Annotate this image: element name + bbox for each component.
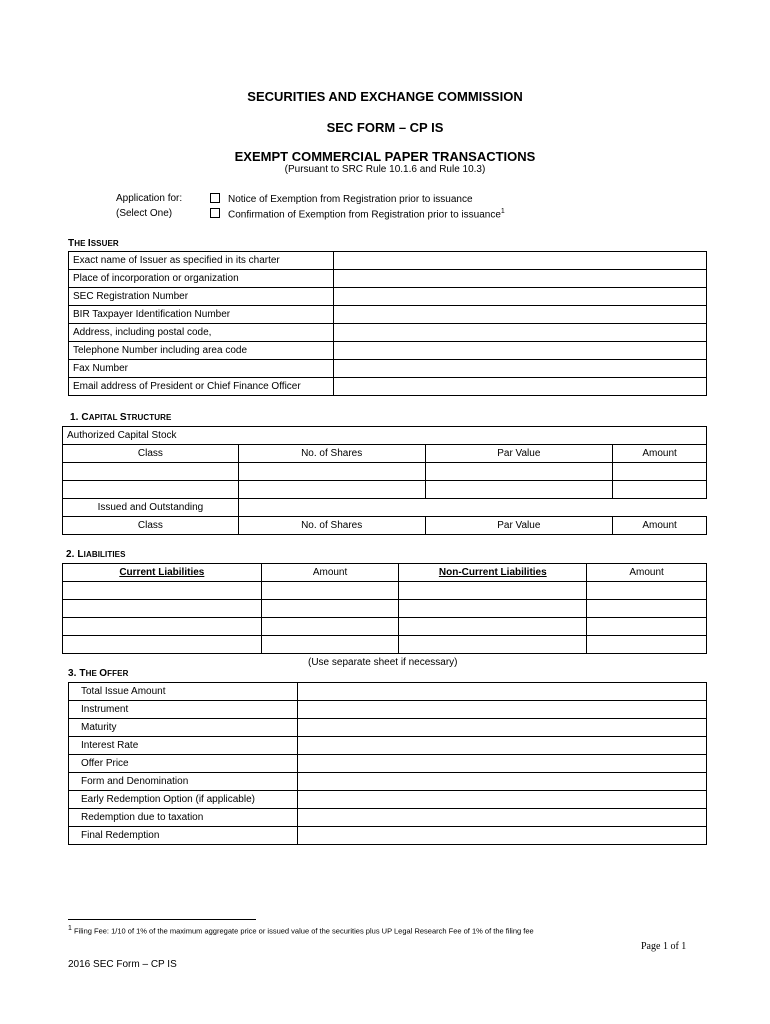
offer-value[interactable] <box>297 773 706 791</box>
issuer-value[interactable] <box>333 252 706 270</box>
table-row <box>63 445 707 463</box>
table-row <box>63 427 707 445</box>
offer-label: Interest Rate <box>69 737 298 755</box>
table-row <box>69 306 707 324</box>
col-noncurrent-liabilities: Non-Current Liabilities <box>399 564 587 582</box>
select-one-label: (Select One) <box>116 208 173 219</box>
checkbox-confirmation[interactable] <box>210 208 220 218</box>
offer-section-title: 3. THE OFFER <box>68 668 129 679</box>
table-row <box>69 378 707 396</box>
table-row <box>63 600 707 618</box>
issuer-value[interactable] <box>333 378 706 396</box>
checkbox-notice[interactable] <box>210 193 220 203</box>
offer-label: Offer Price <box>69 755 298 773</box>
table-row <box>63 481 707 499</box>
offer-value[interactable] <box>297 683 706 701</box>
form-year-footer: 2016 SEC Form – CP IS <box>68 959 177 970</box>
offer-value[interactable] <box>297 755 706 773</box>
offer-label: Maturity <box>69 719 298 737</box>
table-row <box>63 636 707 654</box>
issuer-label: Email address of President or Chief Finance Officer <box>69 378 334 396</box>
table-row <box>63 517 707 535</box>
offer-value[interactable] <box>297 791 706 809</box>
issuer-value[interactable] <box>333 288 706 306</box>
application-label: Application for: <box>116 193 183 204</box>
liabilities-section-title: 2. LIABILITIES <box>66 549 126 560</box>
table-row <box>63 582 707 600</box>
table-row <box>63 463 707 481</box>
table-row <box>63 618 707 636</box>
form-title: EXEMPT COMMERCIAL PAPER TRANSACTIONS <box>234 149 536 164</box>
offer-value[interactable] <box>297 737 706 755</box>
table-row <box>69 755 707 773</box>
issued-label: Issued and Outstanding <box>63 499 239 517</box>
issuer-table <box>68 251 707 396</box>
table-row <box>69 719 707 737</box>
separate-sheet-note: (Use separate sheet if necessary) <box>308 657 458 668</box>
offer-label: Final Redemption <box>69 827 298 845</box>
issuer-value[interactable] <box>333 306 706 324</box>
col-amount: Amount <box>261 564 399 582</box>
col-amount: Amount <box>613 445 707 463</box>
page-number: Page 1 of 1 <box>641 941 687 952</box>
col-shares: No. of Shares <box>238 445 425 463</box>
option-notice[interactable]: Notice of Exemption from Registration prior to issuance <box>210 193 473 205</box>
col-class: Class <box>63 445 239 463</box>
issuer-value[interactable] <box>333 324 706 342</box>
offer-label: Redemption due to taxation <box>69 809 298 827</box>
issuer-label: Exact name of Issuer as specified in its charter <box>69 252 334 270</box>
offer-value[interactable] <box>297 809 706 827</box>
issuer-label: Fax Number <box>69 360 334 378</box>
col-amount: Amount <box>587 564 707 582</box>
table-row <box>69 809 707 827</box>
issuer-label: Telephone Number including area code <box>69 342 334 360</box>
issuer-value[interactable] <box>333 342 706 360</box>
col-amount: Amount <box>613 517 707 535</box>
table-row <box>69 288 707 306</box>
issuer-value[interactable] <box>333 270 706 288</box>
issuer-label: Address, including postal code, <box>69 324 334 342</box>
table-row <box>69 683 707 701</box>
issuer-label: BIR Taxpayer Identification Number <box>69 306 334 324</box>
offer-value[interactable] <box>297 719 706 737</box>
agency-title: SECURITIES AND EXCHANGE COMMISSION <box>247 89 523 104</box>
table-row <box>69 737 707 755</box>
table-row <box>69 342 707 360</box>
offer-label: Early Redemption Option (if applicable) <box>69 791 298 809</box>
table-row <box>69 791 707 809</box>
liabilities-table <box>62 563 707 654</box>
table-row <box>69 324 707 342</box>
table-row <box>63 499 707 517</box>
table-row <box>69 773 707 791</box>
footnote-rule <box>68 919 256 920</box>
issuer-value[interactable] <box>333 360 706 378</box>
capital-table <box>62 426 707 535</box>
offer-label: Instrument <box>69 701 298 719</box>
table-row <box>69 827 707 845</box>
footnote: $^1$ Filing Fee: 1/10 of 1% of the maximum aggregate price or issued value of the securities plus UP Legal Research Fee of 1% of the filing fee <box>68 925 534 936</box>
offer-value[interactable] <box>297 827 706 845</box>
offer-table <box>68 682 707 845</box>
option-confirmation[interactable]: Confirmation of Exemption from Registration prior to issuance$^1$ <box>210 208 505 220</box>
capital-section-title: 1. CAPITAL STRUCTURE <box>70 412 172 423</box>
table-row <box>69 701 707 719</box>
form-subtitle: (Pursuant to SRC Rule 10.1.6 and Rule 10.3) <box>284 164 486 175</box>
authorized-label: Authorized Capital Stock <box>63 427 707 445</box>
offer-label: Total Issue Amount <box>69 683 298 701</box>
table-row <box>69 360 707 378</box>
table-row <box>63 564 707 582</box>
col-par: Par Value <box>425 445 613 463</box>
issuer-label: Place of incorporation or organization <box>69 270 334 288</box>
offer-value[interactable] <box>297 701 706 719</box>
table-row <box>69 252 707 270</box>
col-par: Par Value <box>425 517 613 535</box>
col-class: Class <box>63 517 239 535</box>
col-shares: No. of Shares <box>238 517 425 535</box>
table-row <box>69 270 707 288</box>
form-name: SEC FORM – CP IS <box>326 120 444 135</box>
issuer-section-title: THE ISSUER <box>68 238 119 249</box>
col-current-liabilities: Current Liabilities <box>63 564 262 582</box>
issuer-label: SEC Registration Number <box>69 288 334 306</box>
offer-label: Form and Denomination <box>69 773 298 791</box>
